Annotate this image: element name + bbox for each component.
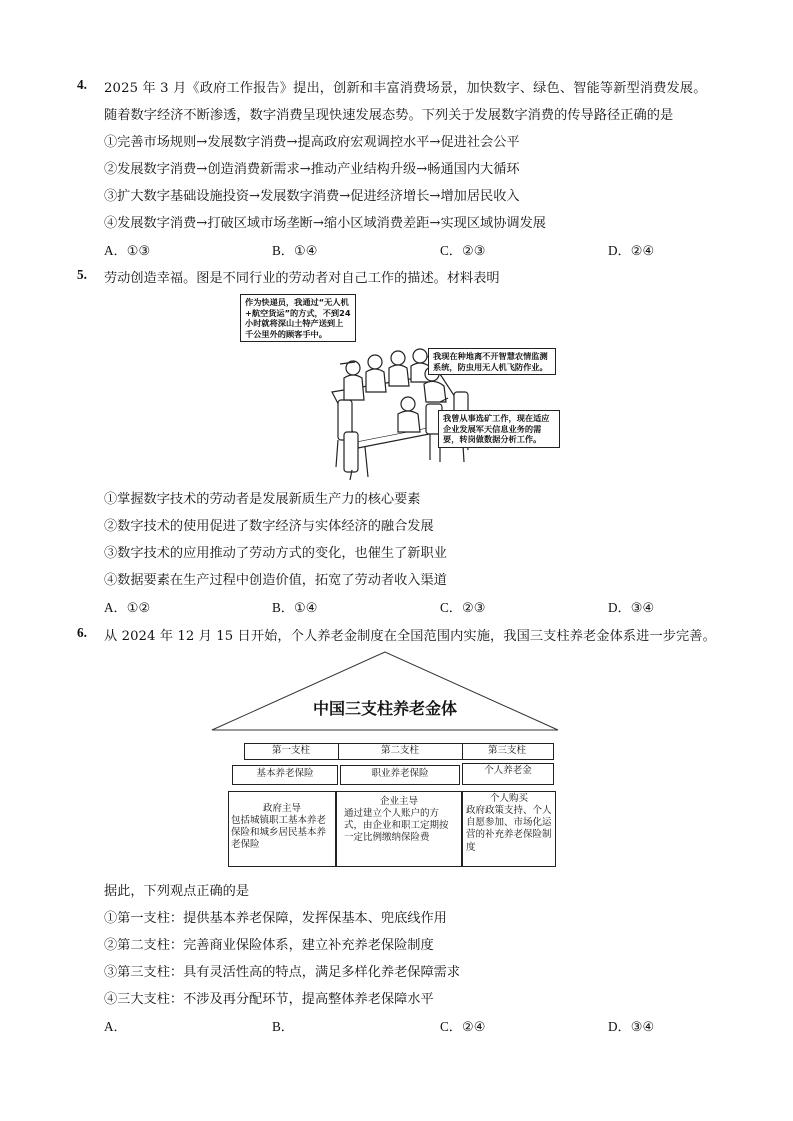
option-label: C． xyxy=(440,243,462,258)
figure-title: 中国三支柱养老金体 xyxy=(312,699,457,718)
pension-pillar-figure xyxy=(210,650,560,868)
speech-bubble-courier: 作为快递员，我通过“无人机+航空货运”的方式，不到24小时就将深山土特产送到上千公里外的顾客手中。 xyxy=(240,294,356,342)
option-value: ①② xyxy=(126,601,151,616)
statement-item: ②第二支柱：完善商业保险体系，建立补充养老保险制度 xyxy=(104,938,434,953)
option-value: ①④ xyxy=(293,244,318,259)
option-value: ②④ xyxy=(461,1020,486,1035)
question-number: 4. xyxy=(77,77,87,92)
statement-item: ③第三支柱：具有灵活性高的特点，满足多样化养老保障需求 xyxy=(104,965,461,980)
option-label: A． xyxy=(104,1019,127,1034)
option-c[interactable] xyxy=(440,1016,486,1035)
option-label: C． xyxy=(440,600,462,615)
pillar-2-desc: 通过建立个人账户的方式，由企业和职工定期按一定比例缴纳保险费 xyxy=(344,808,449,844)
option-c[interactable] xyxy=(440,597,486,616)
option-label: D． xyxy=(608,600,631,615)
option-value: ②④ xyxy=(630,244,655,259)
question-number: 5. xyxy=(77,267,87,282)
pillar-2-label: 第二支柱 xyxy=(380,745,419,756)
option-label: C． xyxy=(440,1019,462,1034)
option-value: ①④ xyxy=(293,601,318,616)
speech-bubble-analyst: 我曾从事选矿工作，现在适应企业发展军天信息业务的需要，转岗做数据分析工作。 xyxy=(438,410,560,448)
question-lead: 据此，下列观点正确的是 xyxy=(104,884,250,899)
statement-item: ②数字技术的使用促进了数字经济与实体经济的融合发展 xyxy=(104,519,434,534)
pillar-3-desc: 政府政策支持、个人自愿参加、市场化运营的补充养老保险制度 xyxy=(466,805,552,853)
option-b[interactable] xyxy=(272,597,318,616)
option-label: B． xyxy=(272,243,294,258)
question-number: 6. xyxy=(77,625,87,640)
option-value: ②③ xyxy=(461,601,486,616)
pillar-3-desc-head: 个人购买 xyxy=(489,793,528,804)
pillar-3-label: 第三支柱 xyxy=(487,745,526,756)
option-label: B． xyxy=(272,600,294,615)
option-a[interactable] xyxy=(104,597,150,616)
speech-bubble-farmer: 我现在种地离不开智慧农情监测系统，防虫用无人机飞防作业。 xyxy=(428,348,556,375)
statement-item: ④数据要素在生产过程中创造价值，拓宽了劳动者收入渠道 xyxy=(104,573,447,588)
statement-item: ①第一支柱：提供基本养老保障，发挥保基本、兜底线作用 xyxy=(104,911,447,926)
option-label: B． xyxy=(272,1019,294,1034)
statement-item: ④发展数字消费→打破区域市场垄断→缩小区域消费差距→实现区域协调发展 xyxy=(104,216,546,231)
statement-item: ④三大支柱：不涉及再分配环节，提高整体养老保障水平 xyxy=(104,992,434,1007)
question-stem: 随着数字经济不断渗透，数字消费呈现快速发展态势。下列关于发展数字消费的传导路径正确的是 xyxy=(104,108,674,123)
option-value: ②③ xyxy=(461,244,486,259)
statement-item: ①完善市场规则→发展数字消费→提高政府宏观调控水平→促进社会公平 xyxy=(104,135,520,150)
option-label: A． xyxy=(104,600,127,615)
option-c[interactable] xyxy=(440,240,486,259)
option-d[interactable] xyxy=(608,597,654,616)
option-value: ①③ xyxy=(126,244,151,259)
statement-item: ③数字技术的应用推动了劳动方式的变化，也催生了新职业 xyxy=(104,546,447,561)
question-stem: 劳动创造幸福。图是不同行业的劳动者对自己工作的描述。材料表明 xyxy=(104,271,500,286)
option-value: ③④ xyxy=(630,601,655,616)
option-value: ③④ xyxy=(630,1020,655,1035)
option-a[interactable] xyxy=(104,1016,127,1035)
pillar-1-label: 第一支柱 xyxy=(271,745,310,756)
option-b[interactable] xyxy=(272,1016,294,1035)
option-b[interactable] xyxy=(272,240,318,259)
statement-item: ③扩大数字基础设施投资→发展数字消费→促进经济增长→增加居民收入 xyxy=(104,189,520,204)
workers-illustration xyxy=(240,292,580,482)
pillar-2-name: 职业养老保险 xyxy=(371,768,429,779)
option-label: A． xyxy=(104,243,127,258)
option-d[interactable] xyxy=(608,240,654,259)
pillar-1-desc: 包括城镇职工基本养老保险和城乡居民基本养老保险 xyxy=(231,815,327,851)
pillar-1-desc-head: 政府主导 xyxy=(262,803,301,814)
pillar-3-name: 个人养老金 xyxy=(484,765,532,776)
option-a[interactable] xyxy=(104,240,150,259)
option-d[interactable] xyxy=(608,1016,654,1035)
pillar-2-desc-head: 企业主导 xyxy=(379,796,418,807)
statement-item: ②发展数字消费→创造消费新需求→推动产业结构升级→畅通国内大循环 xyxy=(104,162,520,177)
question-stem: 从 2024 年 12 月 15 日开始，个人养老金制度在全国范围内实施，我国三支柱养老金体系进一步完善。 xyxy=(104,629,716,644)
option-label: D． xyxy=(608,243,631,258)
statement-item: ①掌握数字技术的劳动者是发展新质生产力的核心要素 xyxy=(104,492,421,507)
pillar-1-name: 基本养老保险 xyxy=(256,768,314,779)
question-stem: 2025 年 3 月《政府工作报告》提出，创新和丰富消费场景，加快数字、绿色、智能等新型消费发展。 xyxy=(104,81,707,96)
option-label: D． xyxy=(608,1019,631,1034)
